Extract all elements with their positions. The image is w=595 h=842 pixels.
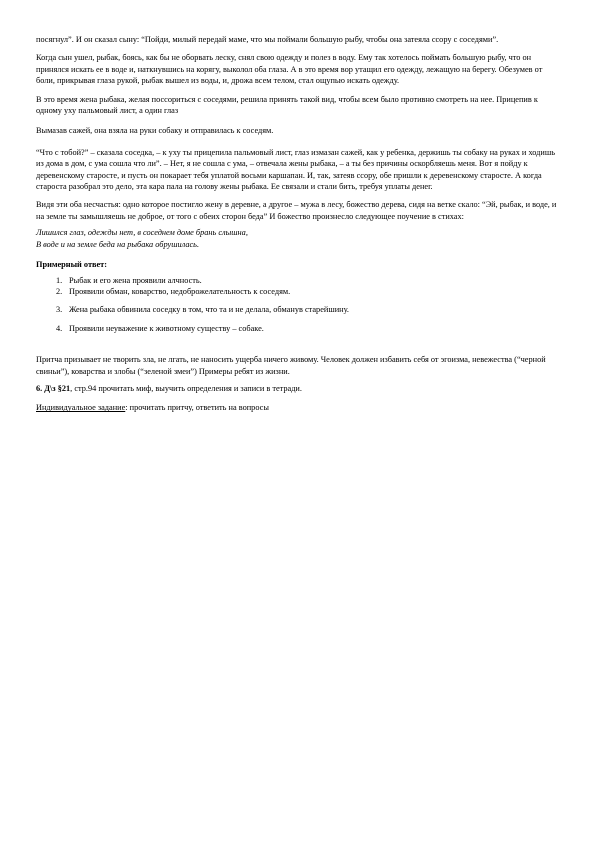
poem-line-2: В воде и на земле беда на рыбака обрушилась. [36,239,200,249]
answer-list [36,275,558,335]
poem-line-1: Лишился глаз, одежды нет, в соседнем доме брань слышна, [36,228,248,238]
homework-text: , стр.94 прочитать миф, выучить определения и записи в тетради. [70,383,302,393]
conclusion-paragraph: Притча призывает не творить зла, не лгать, не наносить ущерба ничего живому. Человек должен избавить себя от эгоизма, невежества (“черной свиньи”), коварства и злобы (“зеленой змеи”) Примеры ребят из жизни. [36,355,546,376]
answer-heading: Примерный ответ: [36,260,108,270]
document-page [36,34,558,420]
answer-item-4 [36,323,558,334]
answer-text: Проявили неуважение к животному существу – собаке. [69,323,264,333]
story-paragraph-3: В это время жена рыбака, желая поссориться с соседями, решила принять такой вид, чтобы всем было противно смотреть на нее. Прицепив к одному уху пальмовый лист, а один глаз [36,94,538,116]
individual-task-label: Индивидуальное задание [36,403,126,413]
homework-line [36,383,558,394]
story-paragraph-2: Когда сын ушел, рыбак, боясь, как бы не оборвать леску, снял свою одежду и полез в воду. Ему так хотелось поймать большую рыбу, что он принялся искать ее в воде и, наткнувшись на корягу, выколол оба глаза. А в это время вор утащил его одежду, лежащую на берегу. Обезумев от боли, прикрывая глаза рукой, рыбак вышел из воды, и, дрожа всем телом, стал ощупью искать одежду. [36,53,543,86]
story-paragraph-4: Вымазав сажей, она взяла на руки собаку и отправилась к соседям. [36,126,274,136]
list-gap [36,297,558,304]
poem-verse [36,227,558,250]
answer-text: Рыбак и его жена проявили алчность. [69,275,202,285]
individual-task-line [36,402,558,413]
homework-label: 6. Д\з §21 [36,383,71,393]
answer-text: Проявили обман, коварство, недоброжелательность к соседям. [69,286,291,296]
answer-text: Жена рыбака обвинила соседку в том, что та и не делала, обманув старейшину. [69,305,349,315]
story-paragraph-1: посягнул”. И он сказал сыну: “Пойди, милый передай маме, что мы поймали большую рыбу, чтобы она затеяла ссору с соседями”. [36,35,499,44]
answer-number: 4. [56,323,63,333]
story-paragraph-6: Видя эти оба несчастья: одно которое постигло жену в деревне, а другое – мужа в лесу, божество дерева, сидя на ветке скало: “Эй, рыбак, и воде, и на земле ты замышляешь не доброе, от того с обеих сторон беда” И божество произнесло следующее поучение в стихах: [36,200,557,221]
answer-item-1 [36,275,558,286]
answer-item-3 [36,304,558,315]
individual-task-text: : прочитать притчу, ответить на вопросы [125,403,269,413]
answer-item-2 [36,286,558,297]
answer-number: 1. [56,275,63,285]
list-gap [36,316,558,323]
answer-number: 3. [56,305,63,315]
story-paragraph-5: “Что с тобой?” – сказала соседка, – к уху ты прицепила пальмовый лист, глаз измазан сажей, как у ребенка, держишь ты собаку на руках и ходишь из дома в дом, с ума сошла что ли”. – Нет, я не сошла с ума, – отвечала жены рыбака, – а ты без причины оскорбляешь меня. Вот я пойду к деревенскому старосте, и пусть он покарает тебя уплатой восьми каршапан. И, так, затеяв ссору, обе пришли к деревенскому старосте. А когда староста разобрал это дело, эта кара пала на голову жены рыбака. Ее связали и стали бить, требуя уплаты денег. [36,147,556,192]
answer-number: 2. [56,286,63,296]
